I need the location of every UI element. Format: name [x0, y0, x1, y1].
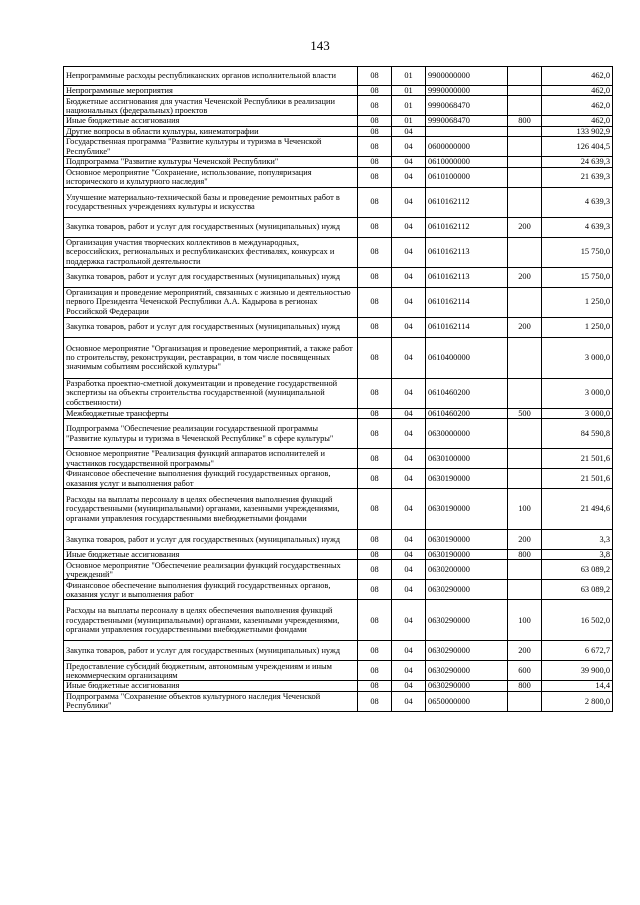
row-target-code: 0610162114 [426, 317, 508, 337]
row-target-code: 9990068470 [426, 116, 508, 126]
row-target-code: 0630290000 [426, 641, 508, 661]
row-subsection: 04 [392, 267, 426, 287]
row-name: Подпрограмма "Обеспечение реализации государственной программы "Развитие культуры и туризма в Чеченской Республике" в сфере культуры" [64, 419, 358, 449]
row-target-code: 0610400000 [426, 337, 508, 378]
row-subsection: 04 [392, 378, 426, 408]
row-section: 08 [358, 469, 392, 489]
row-section: 08 [358, 337, 392, 378]
row-section: 08 [358, 641, 392, 661]
row-expense-type: 200 [508, 530, 542, 550]
row-expense-type [508, 237, 542, 267]
row-target-code: 0630000000 [426, 419, 508, 449]
row-expense-type [508, 287, 542, 317]
table-row [64, 116, 613, 126]
table-row [64, 469, 613, 489]
row-section: 08 [358, 378, 392, 408]
row-section: 08 [358, 317, 392, 337]
row-subsection: 04 [392, 580, 426, 600]
row-subsection: 04 [392, 681, 426, 691]
row-target-code [426, 126, 508, 136]
row-name: Разработка проектно-сметной документации и проведение государственной экспертизы на объекты строительства государственной (муниципальной собственности) [64, 378, 358, 408]
row-section: 08 [358, 560, 392, 580]
row-target-code: 0630190000 [426, 530, 508, 550]
row-target-code: 0610162112 [426, 217, 508, 237]
row-amount: 21 501,6 [542, 469, 613, 489]
table-row [64, 530, 613, 550]
row-expense-type [508, 96, 542, 116]
row-expense-type: 100 [508, 600, 542, 641]
row-expense-type: 200 [508, 641, 542, 661]
row-subsection: 04 [392, 187, 426, 217]
table-row [64, 317, 613, 337]
row-name: Иные бюджетные ассигнования [64, 550, 358, 560]
row-expense-type [508, 691, 542, 711]
row-expense-type [508, 449, 542, 469]
row-section: 08 [358, 217, 392, 237]
row-amount: 462,0 [542, 86, 613, 96]
row-subsection: 04 [392, 641, 426, 661]
row-expense-type: 800 [508, 681, 542, 691]
table-row [64, 550, 613, 560]
row-subsection: 04 [392, 217, 426, 237]
table-row [64, 96, 613, 116]
row-expense-type [508, 469, 542, 489]
table-row [64, 287, 613, 317]
row-amount: 126 404,5 [542, 137, 613, 157]
row-name: Подпрограмма "Развитие культуры Чеченской Республики" [64, 157, 358, 167]
row-amount: 21 494,6 [542, 489, 613, 530]
row-name: Финансовое обеспечение выполнения функций государственных органов, оказания услуг и выполнения работ [64, 469, 358, 489]
row-subsection: 04 [392, 489, 426, 530]
row-target-code: 0610162114 [426, 287, 508, 317]
table-row [64, 187, 613, 217]
row-section: 08 [358, 96, 392, 116]
row-section: 08 [358, 681, 392, 691]
row-subsection: 04 [392, 317, 426, 337]
table-row [64, 378, 613, 408]
budget-table [63, 66, 613, 712]
row-target-code: 9900000000 [426, 67, 508, 86]
row-subsection: 04 [392, 419, 426, 449]
row-subsection: 01 [392, 116, 426, 126]
row-name: Закупка товаров, работ и услуг для государственных (муниципальных) нужд [64, 317, 358, 337]
row-name: Государственная программа "Развитие культуры и туризма в Чеченской Республике" [64, 137, 358, 157]
row-section: 08 [358, 489, 392, 530]
row-section: 08 [358, 530, 392, 550]
row-expense-type [508, 580, 542, 600]
row-name: Закупка товаров, работ и услуг для государственных (муниципальных) нужд [64, 217, 358, 237]
row-name: Закупка товаров, работ и услуг для государственных (муниципальных) нужд [64, 267, 358, 287]
row-expense-type [508, 126, 542, 136]
row-amount: 1 250,0 [542, 287, 613, 317]
row-amount: 3 000,0 [542, 408, 613, 418]
row-amount: 63 089,2 [542, 580, 613, 600]
row-amount: 133 902,9 [542, 126, 613, 136]
row-section: 08 [358, 67, 392, 86]
table-row [64, 560, 613, 580]
table-row [64, 337, 613, 378]
row-expense-type: 800 [508, 550, 542, 560]
table-row [64, 691, 613, 711]
row-expense-type [508, 167, 542, 187]
row-subsection: 01 [392, 67, 426, 86]
table-row [64, 489, 613, 530]
row-section: 08 [358, 187, 392, 217]
row-target-code: 9990068470 [426, 96, 508, 116]
table-row [64, 67, 613, 86]
row-target-code: 0630290000 [426, 600, 508, 641]
row-name: Основное мероприятие "Сохранение, использование, популяризация исторического и культурного наследия" [64, 167, 358, 187]
row-expense-type [508, 157, 542, 167]
table-row [64, 408, 613, 418]
row-subsection: 04 [392, 661, 426, 681]
row-subsection: 04 [392, 167, 426, 187]
row-subsection: 04 [392, 550, 426, 560]
row-name: Другие вопросы в области культуры, кинематографии [64, 126, 358, 136]
row-expense-type [508, 378, 542, 408]
table-row [64, 126, 613, 136]
row-target-code: 0610162112 [426, 187, 508, 217]
row-section: 08 [358, 691, 392, 711]
row-section: 08 [358, 137, 392, 157]
row-target-code: 0630290000 [426, 580, 508, 600]
row-target-code: 0650000000 [426, 691, 508, 711]
row-name: Основное мероприятие "Организация и проведение мероприятий, а также работ по строительству, реконструкции, реставрации, в том числе посвященных значимым событиям российской культуры" [64, 337, 358, 378]
row-subsection: 01 [392, 86, 426, 96]
row-expense-type [508, 337, 542, 378]
row-amount: 21 639,3 [542, 167, 613, 187]
row-name: Расходы на выплаты персоналу в целях обеспечения выполнения функций государственными (муниципальными) органами, казенными учреждениями, органами управления государственными внебюджетными фондами [64, 489, 358, 530]
row-amount: 1 250,0 [542, 317, 613, 337]
row-amount: 21 501,6 [542, 449, 613, 469]
table-row [64, 681, 613, 691]
row-section: 08 [358, 419, 392, 449]
row-amount: 15 750,0 [542, 267, 613, 287]
row-name: Непрограммные мероприятия [64, 86, 358, 96]
row-amount: 3,8 [542, 550, 613, 560]
table-row [64, 137, 613, 157]
row-expense-type: 200 [508, 317, 542, 337]
row-target-code: 0610000000 [426, 157, 508, 167]
row-target-code: 0600000000 [426, 137, 508, 157]
row-section: 08 [358, 449, 392, 469]
row-subsection: 04 [392, 337, 426, 378]
row-section: 08 [358, 167, 392, 187]
row-name: Расходы на выплаты персоналу в целях обеспечения выполнения функций государственными (муниципальными) органами, казенными учреждениями, органами управления государственными внебюджетными фондами [64, 600, 358, 641]
row-expense-type: 500 [508, 408, 542, 418]
row-subsection: 04 [392, 287, 426, 317]
row-amount: 24 639,3 [542, 157, 613, 167]
row-subsection: 04 [392, 691, 426, 711]
row-subsection: 04 [392, 126, 426, 136]
table-row [64, 167, 613, 187]
row-expense-type [508, 187, 542, 217]
row-name: Закупка товаров, работ и услуг для государственных (муниципальных) нужд [64, 530, 358, 550]
row-name: Иные бюджетные ассигнования [64, 116, 358, 126]
row-target-code: 0610100000 [426, 167, 508, 187]
row-expense-type [508, 560, 542, 580]
row-amount: 14,4 [542, 681, 613, 691]
row-target-code: 0630190000 [426, 550, 508, 560]
row-target-code: 0630290000 [426, 681, 508, 691]
row-amount: 84 590,8 [542, 419, 613, 449]
row-expense-type [508, 419, 542, 449]
page-number: 143 [310, 38, 330, 53]
row-target-code: 9990000000 [426, 86, 508, 96]
row-subsection: 04 [392, 560, 426, 580]
row-target-code: 0630190000 [426, 469, 508, 489]
row-target-code: 0630200000 [426, 560, 508, 580]
budget-table-body [64, 67, 613, 712]
row-name: Улучшение материально-технической базы и проведение ремонтных работ в государственных учреждениях культуры и искусства [64, 187, 358, 217]
row-expense-type: 600 [508, 661, 542, 681]
table-row [64, 600, 613, 641]
row-name: Иные бюджетные ассигнования [64, 681, 358, 691]
table-row [64, 449, 613, 469]
row-expense-type [508, 86, 542, 96]
row-subsection: 04 [392, 449, 426, 469]
row-subsection: 04 [392, 469, 426, 489]
row-name: Закупка товаров, работ и услуг для государственных (муниципальных) нужд [64, 641, 358, 661]
row-amount: 39 900,0 [542, 661, 613, 681]
row-section: 08 [358, 287, 392, 317]
row-expense-type: 800 [508, 116, 542, 126]
row-section: 08 [358, 237, 392, 267]
row-amount: 4 639,3 [542, 217, 613, 237]
row-amount: 16 502,0 [542, 600, 613, 641]
row-name: Бюджетные ассигнования для участия Чеченской Республики в реализации национальных (федеральных) проектов [64, 96, 358, 116]
row-target-code: 0630190000 [426, 489, 508, 530]
row-amount: 4 639,3 [542, 187, 613, 217]
row-expense-type [508, 67, 542, 86]
row-section: 08 [358, 157, 392, 167]
table-row [64, 157, 613, 167]
row-target-code: 0610162113 [426, 237, 508, 267]
row-amount: 3,3 [542, 530, 613, 550]
table-row [64, 661, 613, 681]
row-subsection: 01 [392, 96, 426, 116]
row-expense-type [508, 137, 542, 157]
row-amount: 3 000,0 [542, 337, 613, 378]
row-target-code: 0610460200 [426, 378, 508, 408]
row-target-code: 0630290000 [426, 661, 508, 681]
row-subsection: 04 [392, 237, 426, 267]
row-name: Основное мероприятие "Обеспечение реализации функций государственных учреждений" [64, 560, 358, 580]
row-section: 08 [358, 580, 392, 600]
row-section: 08 [358, 126, 392, 136]
row-amount: 63 089,2 [542, 560, 613, 580]
row-section: 08 [358, 267, 392, 287]
row-amount: 6 672,7 [542, 641, 613, 661]
row-amount: 2 800,0 [542, 691, 613, 711]
row-subsection: 04 [392, 137, 426, 157]
row-section: 08 [358, 116, 392, 126]
row-amount: 3 000,0 [542, 378, 613, 408]
row-amount: 462,0 [542, 96, 613, 116]
row-name: Организация и проведение мероприятий, связанных с жизнью и деятельностью первого Президента Чеченской Республики А.А. Кадырова в регионах Российской Федерации [64, 287, 358, 317]
row-target-code: 0610460200 [426, 408, 508, 418]
row-amount: 15 750,0 [542, 237, 613, 267]
row-amount: 462,0 [542, 116, 613, 126]
row-target-code: 0630100000 [426, 449, 508, 469]
row-subsection: 04 [392, 600, 426, 641]
row-name: Предоставление субсидий бюджетным, автономным учреждениям и иным некоммерческим организациям [64, 661, 358, 681]
row-name: Финансовое обеспечение выполнения функций государственных органов, оказания услуг и выполнения работ [64, 580, 358, 600]
row-subsection: 04 [392, 408, 426, 418]
row-name: Основное мероприятие "Реализация функций аппаратов исполнителей и участников государственной программы" [64, 449, 358, 469]
row-name: Межбюджетные трансферты [64, 408, 358, 418]
row-section: 08 [358, 86, 392, 96]
row-section: 08 [358, 600, 392, 641]
table-row [64, 641, 613, 661]
row-expense-type: 200 [508, 267, 542, 287]
row-section: 08 [358, 661, 392, 681]
table-row [64, 267, 613, 287]
row-name: Организация участия творческих коллективов в международных, всероссийских, региональных и республиканских фестивалях, конкурсах и поддержка гастрольной деятельности [64, 237, 358, 267]
row-subsection: 04 [392, 157, 426, 167]
row-expense-type: 200 [508, 217, 542, 237]
row-section: 08 [358, 550, 392, 560]
row-target-code: 0610162113 [426, 267, 508, 287]
table-row [64, 86, 613, 96]
table-row [64, 237, 613, 267]
table-row [64, 580, 613, 600]
row-section: 08 [358, 408, 392, 418]
row-subsection: 04 [392, 530, 426, 550]
row-name: Подпрограмма "Сохранение объектов культурного наследия Чеченской Республики" [64, 691, 358, 711]
table-row [64, 217, 613, 237]
row-name: Непрограммные расходы республиканских органов исполнительной власти [64, 67, 358, 86]
row-expense-type: 100 [508, 489, 542, 530]
table-row [64, 419, 613, 449]
row-amount: 462,0 [542, 67, 613, 86]
